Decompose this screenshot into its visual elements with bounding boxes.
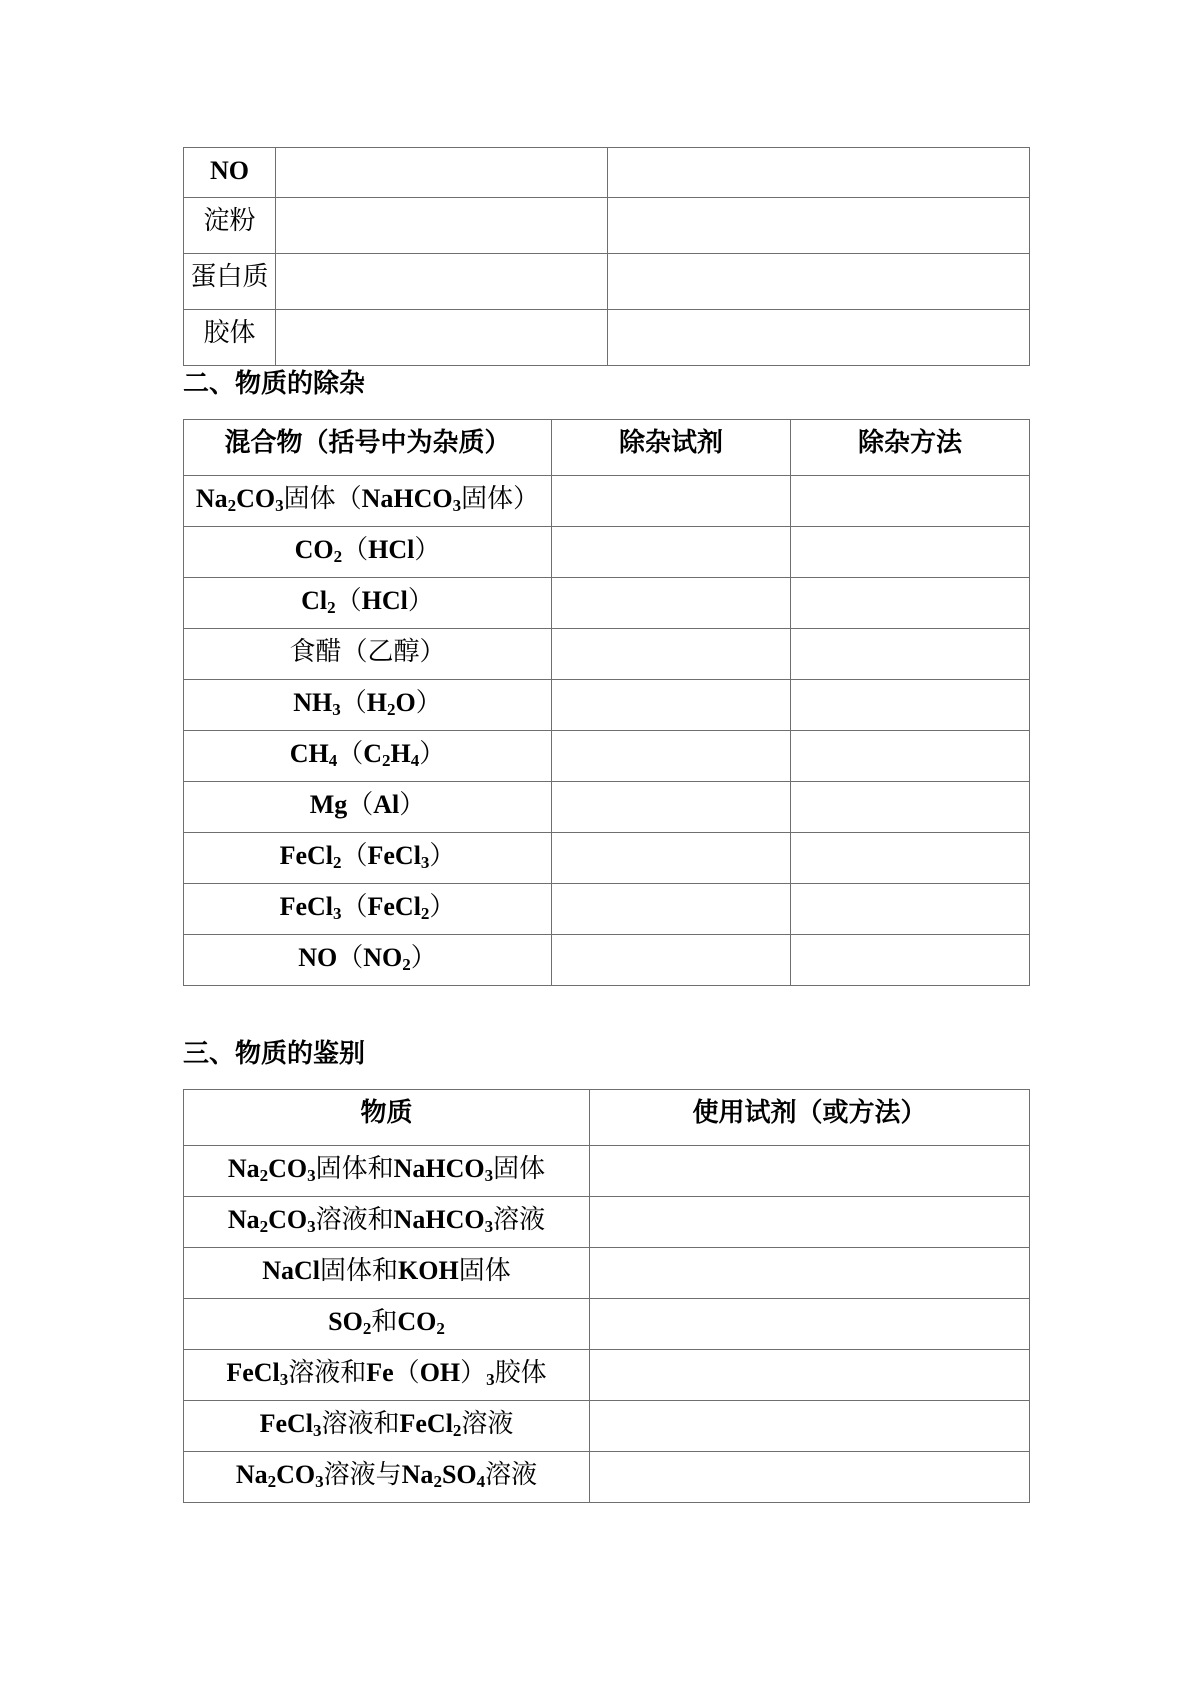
cell-text: $Cl_2(HCl)$ xyxy=(301,586,434,617)
mixture-cell xyxy=(184,476,552,527)
cell-text: $Na_2CO_3$固体（NaHCO$_3$固体） xyxy=(195,484,540,515)
cell-text: $CO_2(HCl)$ xyxy=(294,535,441,566)
mixture-cell xyxy=(184,527,552,578)
method-cell[interactable] xyxy=(791,731,1030,782)
table-row xyxy=(184,254,1030,310)
table-row xyxy=(184,1299,1030,1350)
empty-cell[interactable] xyxy=(276,254,608,310)
cell-text: 胶体 xyxy=(203,318,256,348)
reagent-cell[interactable] xyxy=(552,629,791,680)
mixture-cell xyxy=(184,629,552,680)
reagent-cell[interactable] xyxy=(552,782,791,833)
substance-cell xyxy=(184,254,276,310)
table-row xyxy=(184,1248,1030,1299)
substance-cell xyxy=(184,310,276,366)
cell-text: $Na_2CO_3$固体和NaHCO$_3$固体 xyxy=(227,1154,546,1185)
reagent-cell[interactable] xyxy=(552,680,791,731)
table-row xyxy=(184,476,1030,527)
table-row xyxy=(184,310,1030,366)
cell-text: 蛋白质 xyxy=(190,262,269,292)
empty-cell[interactable] xyxy=(608,198,1030,254)
cell-text: NaCl固体和KOH固体 xyxy=(262,1256,511,1286)
mixture-cell xyxy=(184,680,552,731)
empty-cell[interactable] xyxy=(276,198,608,254)
table-row xyxy=(184,1401,1030,1452)
method-cell[interactable] xyxy=(791,527,1030,578)
reagent-method-cell[interactable] xyxy=(590,1350,1030,1401)
method-cell[interactable] xyxy=(791,680,1030,731)
reagent-method-cell[interactable] xyxy=(590,1401,1030,1452)
header-reagent: 除杂试剂 xyxy=(552,420,791,476)
cell-text: Mg（Al） xyxy=(309,790,426,820)
method-cell[interactable] xyxy=(791,578,1030,629)
header-reagent-method: 使用试剂（或方法） xyxy=(590,1090,1030,1146)
reagent-cell[interactable] xyxy=(552,578,791,629)
cell-text: $NH_3(H_2O)$ xyxy=(293,688,442,719)
reagent-method-cell[interactable] xyxy=(590,1248,1030,1299)
substance-pair-cell xyxy=(184,1299,590,1350)
identification-body xyxy=(184,1146,1030,1503)
method-cell[interactable] xyxy=(791,935,1030,986)
cell-text: $Na_2CO_3$溶液与$Na_2SO_4$溶液 xyxy=(235,1460,538,1491)
reagent-method-cell[interactable] xyxy=(590,1197,1030,1248)
method-cell[interactable] xyxy=(791,476,1030,527)
table-header-row xyxy=(184,420,1030,476)
substance-pair-cell xyxy=(184,1197,590,1248)
table-row xyxy=(184,731,1030,782)
table-row xyxy=(184,1452,1030,1503)
table-row xyxy=(184,884,1030,935)
impurity-removal-table xyxy=(183,419,1030,986)
reagent-method-cell[interactable] xyxy=(590,1299,1030,1350)
mixture-cell xyxy=(184,935,552,986)
reagent-cell[interactable] xyxy=(552,527,791,578)
empty-cell[interactable] xyxy=(276,148,608,198)
section-title-impurity-removal: 二、物质的除杂 xyxy=(183,369,366,399)
substance-cell xyxy=(184,198,276,254)
substance-pair-cell xyxy=(184,1146,590,1197)
empty-cell[interactable] xyxy=(608,254,1030,310)
section-title-identification: 三、物质的鉴别 xyxy=(183,1039,366,1069)
method-cell[interactable] xyxy=(791,629,1030,680)
empty-cell[interactable] xyxy=(608,310,1030,366)
cell-text: FeCl$_2$（FeCl$_3$） xyxy=(279,841,456,872)
table-row xyxy=(184,935,1030,986)
header-method: 除杂方法 xyxy=(791,420,1030,476)
table-row xyxy=(184,1197,1030,1248)
substance-table xyxy=(183,147,1030,366)
impurity-removal-body xyxy=(184,476,1030,986)
table-row xyxy=(184,527,1030,578)
reagent-cell[interactable] xyxy=(552,731,791,782)
table-row xyxy=(184,782,1030,833)
method-cell[interactable] xyxy=(791,833,1030,884)
method-cell[interactable] xyxy=(791,884,1030,935)
cell-text: $NO(NO_2)$ xyxy=(298,943,437,974)
cell-text: $SO_2$和$CO_2$ xyxy=(328,1307,445,1338)
substance-cell xyxy=(184,148,276,198)
mixture-cell xyxy=(184,833,552,884)
reagent-method-cell[interactable] xyxy=(590,1452,1030,1503)
cell-text: 食醋（乙醇） xyxy=(289,637,446,667)
empty-cell[interactable] xyxy=(276,310,608,366)
cell-text: FeCl$_3$（FeCl$_2$） xyxy=(279,892,456,923)
mixture-cell xyxy=(184,884,552,935)
table-row xyxy=(184,833,1030,884)
table-row xyxy=(184,680,1030,731)
cell-text: 淀粉 xyxy=(203,206,256,236)
cell-text: FeCl$_3$溶液和FeCl$_2$溶液 xyxy=(259,1409,514,1440)
table-row xyxy=(184,198,1030,254)
reagent-cell[interactable] xyxy=(552,935,791,986)
mixture-cell xyxy=(184,578,552,629)
reagent-cell[interactable] xyxy=(552,833,791,884)
cell-text: $CH_4(C_2H_4)$ xyxy=(289,739,446,770)
substance-pair-cell xyxy=(184,1248,590,1299)
mixture-cell xyxy=(184,731,552,782)
header-mixture: 混合物（括号中为杂质） xyxy=(184,420,552,476)
cell-text: FeCl$_3$溶液和$Fe(OH)_3$胶体 xyxy=(226,1358,547,1389)
table-row xyxy=(184,629,1030,680)
reagent-cell[interactable] xyxy=(552,476,791,527)
empty-cell[interactable] xyxy=(608,148,1030,198)
cell-text: NO xyxy=(210,156,249,185)
substance-pair-cell xyxy=(184,1401,590,1452)
table-header-row xyxy=(184,1090,1030,1146)
cell-text: $Na_2CO_3$溶液和NaHCO$_3$溶液 xyxy=(227,1205,546,1236)
table-row xyxy=(184,148,1030,198)
mixture-cell xyxy=(184,782,552,833)
reagent-cell[interactable] xyxy=(552,884,791,935)
header-substance: 物质 xyxy=(184,1090,590,1146)
table-row xyxy=(184,1350,1030,1401)
table-row xyxy=(184,1146,1030,1197)
identification-table xyxy=(183,1089,1030,1503)
reagent-method-cell[interactable] xyxy=(590,1146,1030,1197)
method-cell[interactable] xyxy=(791,782,1030,833)
table-row xyxy=(184,578,1030,629)
substance-pair-cell xyxy=(184,1452,590,1503)
substance-pair-cell xyxy=(184,1350,590,1401)
